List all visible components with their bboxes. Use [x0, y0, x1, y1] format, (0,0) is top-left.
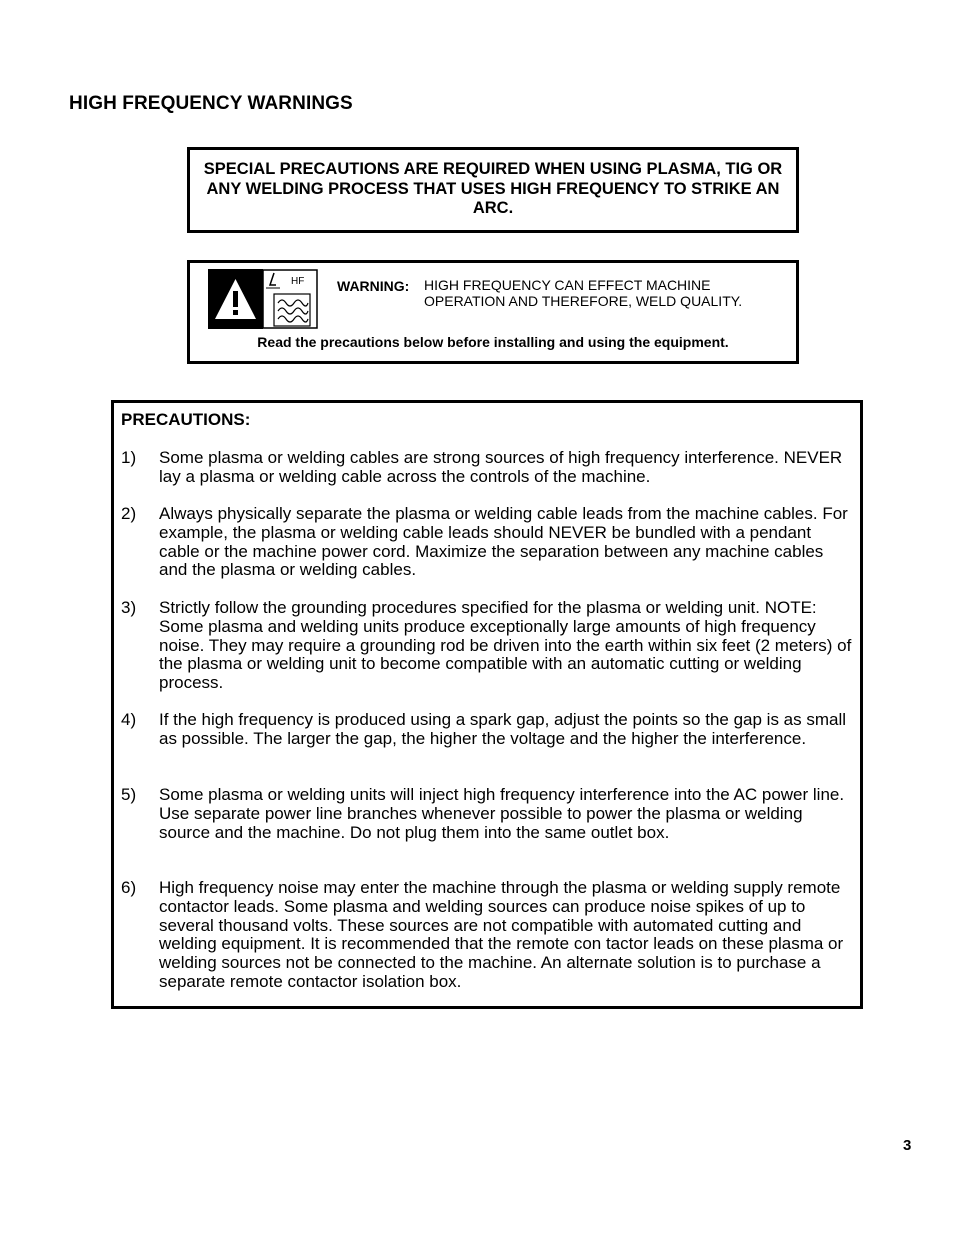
- warning-note: Read the precautions below before installing and using the equipment.: [257, 334, 729, 350]
- precaution-text: If the high frequency is produced using a spark gap, adjust the points so the gap is as small as possible. The larger the gap, the higher the voltage and the higher the interference.: [159, 710, 847, 748]
- precaution-text: Strictly follow the grounding procedures specified for the plasma or welding unit. NOTE: Some plasma and welding units produce exceptionally large amounts of high frequency noise. They may require a grounding rod be driven into the earth within six feet (2 meters) of the plasma or welding unit to become compatible with an automatic cutting or welding process.: [159, 598, 852, 693]
- precaution-number: 5): [121, 785, 137, 804]
- precaution-number: 4): [121, 710, 137, 729]
- page-number: 3: [903, 1137, 912, 1154]
- precaution-item-5: [121, 786, 856, 842]
- precaution-number: 6): [121, 878, 137, 897]
- precaution-item-3: [121, 599, 856, 693]
- precautions-box: [111, 400, 863, 1009]
- precaution-item-2: [121, 505, 856, 580]
- precaution-text: High frequency noise may enter the machine through the plasma or welding supply remote contactor leads. Some plasma and welding sources can produce noise spikes of up to several thousand volts. These sources are not compatible with automated cutting and welding equipment. It is recommended that the remote con tactor leads on these plasma or welding sources not be connected to the machine. An alternate solution is to purchase a separate remote contactor isolation box.: [159, 878, 844, 991]
- precaution-number: 2): [121, 504, 137, 523]
- precaution-item-1: [121, 449, 856, 487]
- warning-line-2: OPERATION AND THEREFORE, WELD QUALITY.: [424, 292, 743, 309]
- precaution-text: Some plasma or welding cables are strong sources of high frequency interference. NEVER lay a plasma or welding cable across the controls of the machine.: [159, 448, 843, 486]
- precaution-number: 3): [121, 598, 137, 617]
- high-frequency-warning-icon: [208, 269, 318, 329]
- hf-icon-text: HF: [291, 276, 305, 287]
- precaution-item-6: [121, 879, 856, 992]
- warning-line-1: HIGH FREQUENCY CAN EFFECT MACHINE: [424, 277, 711, 293]
- precaution-item-4: [121, 711, 856, 749]
- precaution-text: Always physically separate the plasma or welding cable leads from the machine cables. For example, the plasma or welding cable leads should NEVER be bundled with a pendant cable or the machine power cord. Maximize the separation between any machine cables and the plasma or welding cables.: [159, 504, 848, 580]
- precautions-heading: PRECAUTIONS:: [121, 410, 251, 429]
- precaution-number: 1): [121, 448, 137, 467]
- warning-text: [424, 278, 742, 309]
- special-precautions-box: [187, 147, 799, 233]
- special-precautions-text: SPECIAL PRECAUTIONS ARE REQUIRED WHEN USING PLASMA, TIG OR ANY WELDING PROCESS THAT USES HIGH FREQUENCY TO STRIKE AN ARC.: [203, 160, 783, 217]
- page-title: HIGH FREQUENCY WARNINGS: [69, 93, 353, 114]
- precaution-text: Some plasma or welding units will inject high frequency interference into the AC power line. Use separate power line branches whenever possible to power the plasma or welding source and the machine. Do not plug them into the same outlet box.: [159, 785, 845, 842]
- warning-label: WARNING:: [337, 278, 410, 294]
- warning-box: [187, 260, 799, 364]
